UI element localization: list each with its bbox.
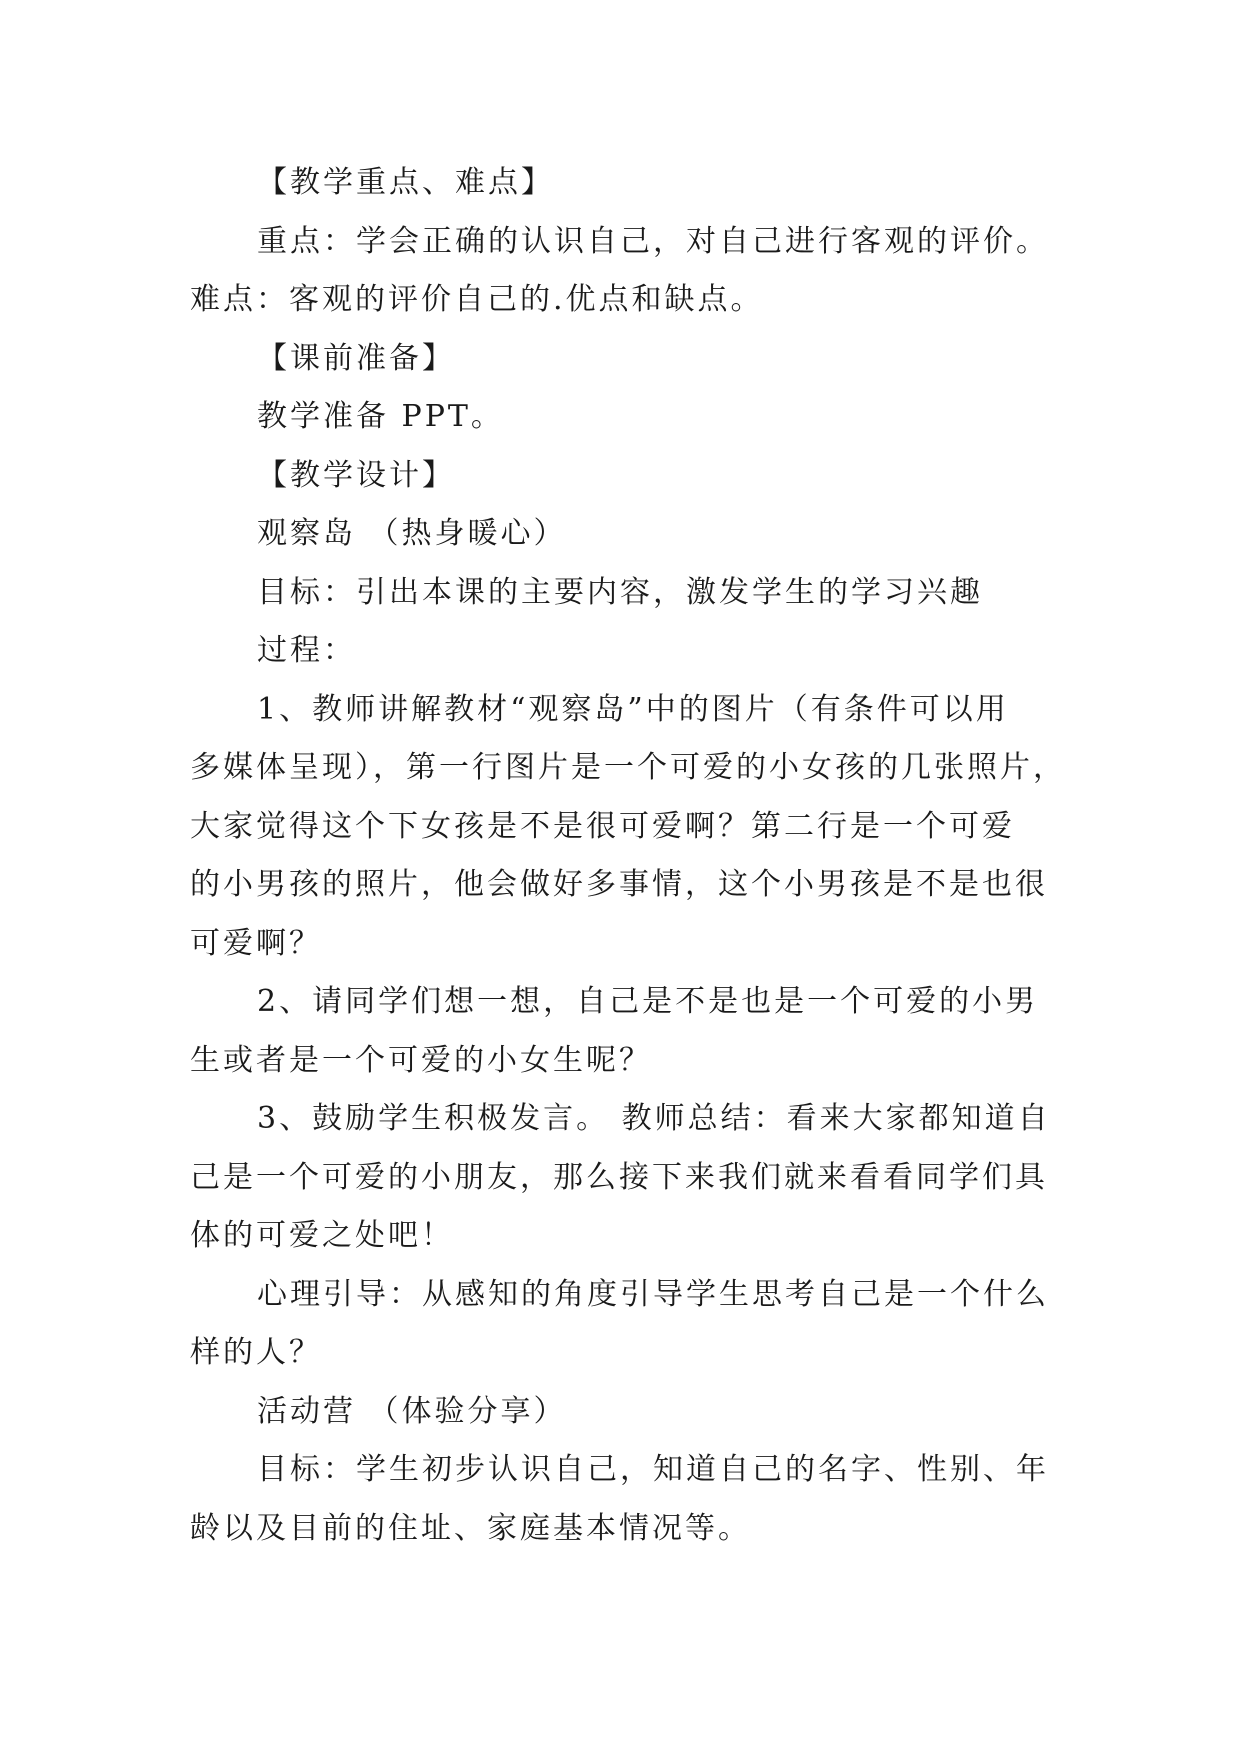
section-heading-preparation <box>190 330 1130 389</box>
text-line: 活动营 （体验分享） <box>257 1393 567 1429</box>
text-line: 【教学重点、难点】 <box>257 165 554 200</box>
text-line: 样的人？ <box>190 1335 322 1370</box>
section-heading-key-points <box>190 154 1130 213</box>
preparation-paragraph <box>190 388 1130 447</box>
text-line: 难点：客观的评价自己的.优点和缺点。 <box>190 282 764 317</box>
section-heading-teaching-design <box>190 447 1130 506</box>
text-line: 过程： <box>257 633 356 668</box>
text-line: 大家觉得这个下女孩是不是很可爱啊？第二行是一个可爱 <box>190 808 1015 844</box>
psychological-guidance-paragraph <box>190 1266 1130 1383</box>
text-line: 3、鼓励学生积极发言。 教师总结：看来大家都知道自 <box>257 1101 1051 1136</box>
text-line: 的小男孩的照片，他会做好多事情，这个小男孩是不是也很 <box>190 867 1048 902</box>
text-line: 多媒体呈现），第一行图片是一个可爱的小女孩的几张照片， <box>190 750 1066 785</box>
text-line: 目标：引出本课的主要内容，激发学生的学习兴趣 <box>257 574 983 610</box>
activity-goal-paragraph <box>190 1441 1130 1558</box>
observation-island-heading <box>190 505 1130 564</box>
text-line: 【教学设计】 <box>257 457 455 493</box>
step-1-paragraph <box>190 681 1130 974</box>
text-line: 体的可爱之处吧！ <box>190 1218 454 1253</box>
goal-paragraph <box>190 564 1130 623</box>
text-line: 生或者是一个可爱的小女生呢？ <box>190 1042 652 1078</box>
text-line: 目标：学生初步认识自己，知道自己的名字、性别、年 <box>257 1452 1049 1487</box>
text-line: 己是一个可爱的小朋友，那么接下来我们就来看看同学们具 <box>190 1159 1048 1195</box>
text-line: 观察岛 （热身暖心） <box>257 516 567 551</box>
text-line: 龄以及目前的住址、家庭基本情况等。 <box>190 1510 751 1546</box>
text-line: 教学准备 PPT。 <box>257 399 504 434</box>
step-2-paragraph <box>190 973 1130 1090</box>
text-line: 重点：学会正确的认识自己，对自己进行客观的评价。 <box>257 223 1049 259</box>
step-3-paragraph <box>190 1090 1130 1266</box>
text-line: 心理引导：从感知的角度引导学生思考自己是一个什么 <box>257 1276 1049 1312</box>
text-line: 【课前准备】 <box>257 340 455 376</box>
key-points-paragraph <box>190 213 1130 330</box>
activity-camp-heading <box>190 1383 1130 1442</box>
text-line: 2、请同学们想一想，自己是不是也是一个可爱的小男 <box>257 984 1039 1019</box>
process-label <box>190 622 1130 681</box>
document-body <box>190 154 1130 1558</box>
text-line: 可爱啊？ <box>190 925 322 961</box>
text-line: 1、教师讲解教材“观察岛”中的图片（有条件可以用 <box>257 691 1009 727</box>
